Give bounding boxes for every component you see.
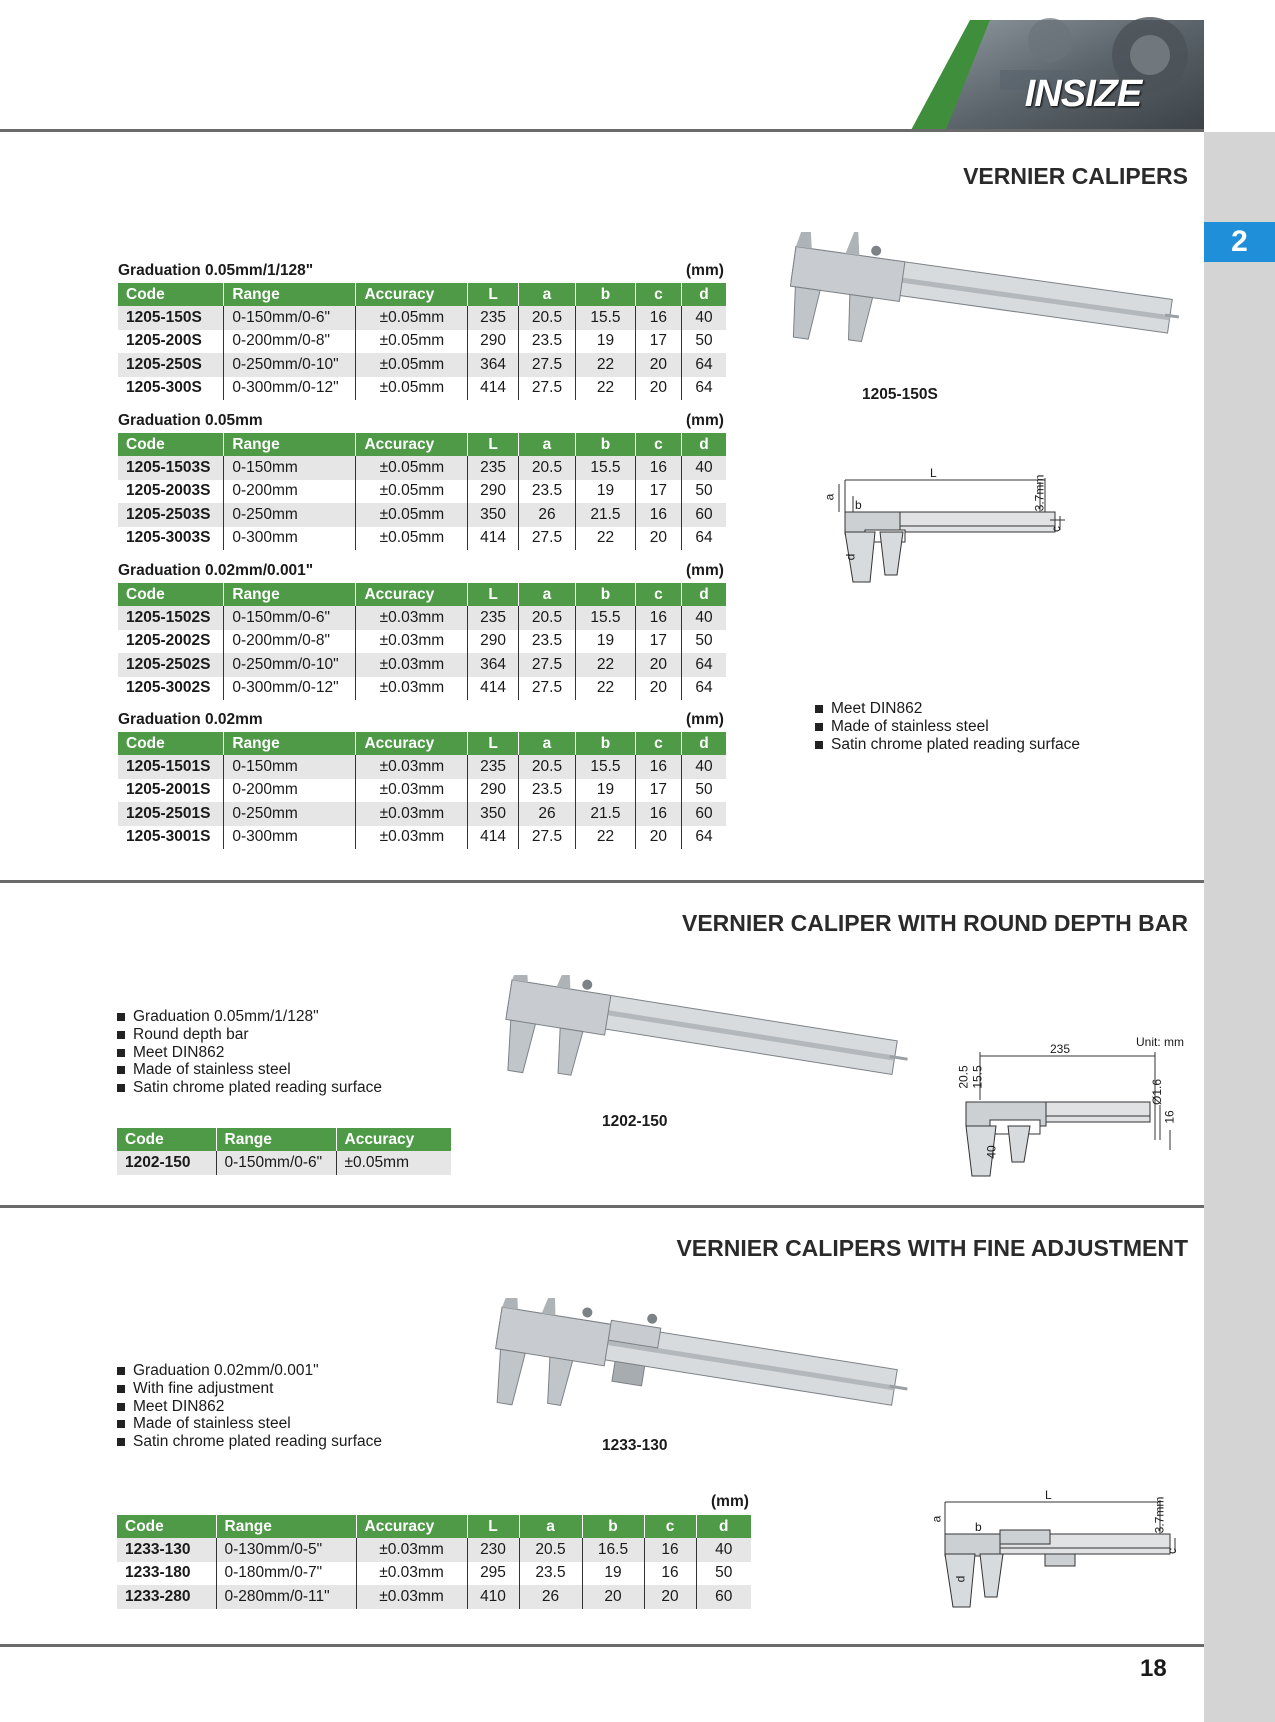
chapter-sidebar: [1204, 132, 1275, 1722]
diagram-label-length: 235: [1050, 1042, 1071, 1056]
column-header: Accuracy: [356, 433, 468, 456]
diagram-label-l: L: [930, 466, 937, 480]
table-cell: ±0.03mm: [356, 826, 468, 850]
feature-list-round-depth-bar: [117, 1008, 382, 1097]
column-header: c: [635, 283, 681, 306]
table-cell: 1205-150S: [118, 306, 224, 330]
table-row: [118, 802, 726, 826]
column-header: b: [576, 283, 635, 306]
column-header: a: [518, 732, 575, 755]
spec-table-fine-adjustment: [117, 1515, 751, 1609]
table-cell: 22: [576, 677, 635, 701]
table-cell: 50: [696, 1562, 751, 1586]
table-cell: 23.5: [518, 480, 575, 504]
table-cell: 0-250mm/0-10": [224, 353, 356, 377]
table-cell: 1205-200S: [118, 330, 224, 354]
feature-item: Meet DIN862: [117, 1398, 382, 1416]
diagram-label-c: 16: [1162, 1110, 1177, 1124]
table-cell: 64: [682, 653, 726, 677]
table-cell: ±0.03mm: [356, 755, 468, 779]
table-cell: 60: [682, 503, 726, 527]
table-cell: 21.5: [576, 802, 635, 826]
spec-table: [118, 583, 726, 700]
section-divider: [0, 880, 1204, 883]
feature-item: Round depth bar: [117, 1026, 382, 1044]
chapter-tab: 2: [1204, 222, 1275, 262]
diagram-label-l: L: [1045, 1488, 1052, 1502]
table-cell: 19: [576, 330, 635, 354]
table-cell: 64: [682, 353, 726, 377]
table-cell: 1205-2002S: [118, 630, 224, 654]
diagram-unit: Unit: mm: [1136, 1035, 1184, 1049]
table-cell: 20: [635, 677, 681, 701]
table-cell: 235: [468, 456, 518, 480]
table-cell: 1233-130: [117, 1538, 216, 1562]
column-header: d: [682, 433, 726, 456]
table-cell: 15.5: [576, 606, 635, 630]
diagram-label-a: 20.5: [956, 1065, 971, 1089]
table-cell: 15.5: [576, 755, 635, 779]
table-cell: 26: [519, 1585, 582, 1609]
table-cell: 26: [518, 503, 575, 527]
column-header: b: [576, 732, 635, 755]
table-cell: 19: [576, 480, 635, 504]
column-header: Accuracy: [356, 732, 468, 755]
table-cell: 17: [635, 779, 681, 803]
column-header: Code: [117, 1515, 216, 1538]
column-header: d: [682, 583, 726, 606]
table-cell: ±0.03mm: [356, 1585, 467, 1609]
table-cell: 0-200mm/0-8": [224, 330, 356, 354]
table-cell: 16: [635, 306, 681, 330]
feature-list-fine-adjustment: [117, 1362, 382, 1451]
table-cell: 1205-1502S: [118, 606, 224, 630]
table-cell: 235: [468, 606, 518, 630]
table-cell: 290: [468, 480, 518, 504]
column-header: Code: [118, 433, 224, 456]
table-cell: 16: [635, 802, 681, 826]
table-cell: 21.5: [576, 503, 635, 527]
table-cell: 40: [682, 755, 726, 779]
table-cell: 16: [635, 503, 681, 527]
table-cell: 20: [635, 377, 681, 401]
table-cell: 0-180mm/0-7": [216, 1562, 356, 1586]
table-cell: 0-150mm: [224, 755, 356, 779]
table-cell: 20.5: [518, 306, 575, 330]
table-cell: 27.5: [518, 353, 575, 377]
table-cell: 0-150mm/0-6": [224, 306, 356, 330]
table-cell: 410: [467, 1585, 519, 1609]
table-cell: 364: [468, 353, 518, 377]
column-header: Code: [118, 283, 224, 306]
diagram-label-c: c: [1165, 1548, 1179, 1554]
table-cell: 20: [635, 353, 681, 377]
header-rule: [0, 129, 1204, 132]
table-cell: 0-200mm: [224, 779, 356, 803]
table-cell: 0-150mm/0-6": [216, 1151, 336, 1175]
section-title-vernier-calipers: VERNIER CALIPERS: [963, 163, 1188, 189]
feature-item: Meet DIN862: [815, 700, 1080, 718]
column-header: a: [518, 583, 575, 606]
table-cell: 290: [468, 779, 518, 803]
table-cell: ±0.03mm: [356, 779, 468, 803]
diagram-label-b: 15.5: [970, 1065, 985, 1089]
unit-label: (mm): [686, 262, 724, 279]
table-cell: 20.5: [519, 1538, 582, 1562]
table-row: [118, 330, 726, 354]
table-cell: 0-300mm: [224, 527, 356, 551]
caliper-photo-1233-130: [480, 1298, 910, 1438]
caliper-photo-1205-150s: [770, 232, 1180, 372]
table-cell: 17: [635, 330, 681, 354]
table-cell: 50: [682, 630, 726, 654]
table-cell: 0-150mm/0-6": [224, 606, 356, 630]
unit-label: (mm): [686, 711, 724, 728]
diagram-label-depth: 3.7mm: [1152, 1496, 1167, 1534]
feature-item: Made of stainless steel: [117, 1061, 382, 1079]
diagram-label-b: b: [855, 498, 862, 512]
table-cell: ±0.03mm: [356, 677, 468, 701]
table-cell: 16: [644, 1562, 696, 1586]
unit-label: (mm): [686, 412, 724, 429]
diagram-label-depth: 3.7mm: [1032, 474, 1047, 512]
column-header: L: [468, 732, 518, 755]
table-cell: 23.5: [518, 779, 575, 803]
column-header: Range: [216, 1128, 336, 1151]
table-cell: ±0.05mm: [356, 503, 468, 527]
table-cell: 1233-180: [117, 1562, 216, 1586]
column-header: c: [635, 433, 681, 456]
table-cell: 23.5: [518, 330, 575, 354]
diagram-label-d: d: [953, 1575, 968, 1583]
page-number: 18: [1140, 1655, 1167, 1682]
table-cell: ±0.05mm: [356, 377, 468, 401]
table-row: [117, 1538, 751, 1562]
column-header: d: [682, 732, 726, 755]
diagram-label-b: b: [975, 1520, 982, 1534]
table-cell: ±0.05mm: [356, 527, 468, 551]
table-cell: 16: [644, 1538, 696, 1562]
table-cell: 1202-150: [117, 1151, 216, 1175]
table-cell: ±0.03mm: [356, 653, 468, 677]
table-cell: 1205-2501S: [118, 802, 224, 826]
table-cell: 1205-3001S: [118, 826, 224, 850]
table-cell: 1205-300S: [118, 377, 224, 401]
table-cell: ±0.05mm: [356, 330, 468, 354]
column-header: c: [635, 583, 681, 606]
table-cell: 50: [682, 480, 726, 504]
diagram-label-d: d: [843, 553, 858, 561]
caliper-dimension-diagram-1: [822, 466, 1065, 590]
table-cell: ±0.05mm: [356, 456, 468, 480]
column-header: a: [518, 283, 575, 306]
column-header: Range: [216, 1515, 356, 1538]
graduation-label: Graduation 0.02mm/0.001": [118, 562, 314, 579]
section-divider: [0, 1205, 1204, 1208]
table-cell: 23.5: [519, 1562, 582, 1586]
table-row: [117, 1151, 451, 1175]
table-cell: 15.5: [576, 306, 635, 330]
table-row: [118, 306, 726, 330]
table-cell: 16.5: [582, 1538, 644, 1562]
table-cell: ±0.03mm: [356, 1538, 467, 1562]
diagram-label-a: a: [822, 493, 837, 501]
spec-table: [118, 433, 726, 550]
column-header: Range: [224, 732, 356, 755]
column-header: L: [467, 1515, 519, 1538]
caliper-photo-1202-150: [490, 975, 910, 1105]
table-cell: 350: [468, 503, 518, 527]
table-cell: 1205-3002S: [118, 677, 224, 701]
table-cell: 27.5: [518, 826, 575, 850]
column-header: Accuracy: [356, 283, 468, 306]
table-row: [118, 527, 726, 551]
table-cell: ±0.03mm: [356, 630, 468, 654]
column-header: Range: [224, 433, 356, 456]
table-cell: 414: [468, 527, 518, 551]
table-row: [117, 1585, 751, 1609]
table-cell: 1205-1501S: [118, 755, 224, 779]
photo-caption-1233-130: 1233-130: [602, 1437, 668, 1454]
table-cell: ±0.03mm: [356, 1562, 467, 1586]
table-cell: 22: [576, 353, 635, 377]
column-header: L: [468, 433, 518, 456]
section-title-round-depth-bar: VERNIER CALIPER WITH ROUND DEPTH BAR: [681, 910, 1188, 936]
column-header: a: [518, 433, 575, 456]
table-cell: ±0.05mm: [356, 480, 468, 504]
table-cell: 17: [635, 630, 681, 654]
table-cell: 414: [468, 826, 518, 850]
table-cell: 1205-2503S: [118, 503, 224, 527]
table-cell: 350: [468, 802, 518, 826]
feature-item: Satin chrome plated reading surface: [117, 1079, 382, 1097]
feature-item: Meet DIN862: [117, 1044, 382, 1062]
table-cell: 64: [682, 677, 726, 701]
table-cell: ±0.05mm: [356, 353, 468, 377]
table-row: [118, 503, 726, 527]
table-cell: 23.5: [518, 630, 575, 654]
column-header: b: [576, 433, 635, 456]
photo-caption-1202-150: 1202-150: [602, 1113, 668, 1130]
footer-rule: [0, 1644, 1204, 1647]
table-cell: 40: [682, 456, 726, 480]
table-cell: 0-300mm: [224, 826, 356, 850]
table-cell: 20.5: [518, 606, 575, 630]
table-cell: 60: [696, 1585, 751, 1609]
table-cell: 295: [467, 1562, 519, 1586]
diagram-label-rod: Ø1.6: [1150, 1078, 1165, 1106]
diagram-label-a: a: [929, 1515, 944, 1523]
table-cell: 16: [635, 606, 681, 630]
table-cell: 235: [468, 755, 518, 779]
graduation-label: Graduation 0.05mm: [118, 412, 263, 429]
table-row: [118, 630, 726, 654]
table-row: [118, 480, 726, 504]
diagram-label-c: c: [1049, 526, 1063, 532]
table-cell: 290: [468, 330, 518, 354]
table-cell: 20.5: [518, 456, 575, 480]
table-cell: 50: [682, 330, 726, 354]
table-row: [118, 677, 726, 701]
table-cell: 0-200mm/0-8": [224, 630, 356, 654]
spec-table: [118, 732, 726, 849]
table-cell: 20: [635, 826, 681, 850]
table-cell: 19: [576, 630, 635, 654]
column-header: d: [696, 1515, 751, 1538]
table-cell: 26: [518, 802, 575, 826]
table-cell: 230: [467, 1538, 519, 1562]
column-header: Accuracy: [356, 1515, 467, 1538]
table-cell: 40: [682, 306, 726, 330]
table-row: [118, 755, 726, 779]
table-cell: 0-150mm: [224, 456, 356, 480]
spec-table: [118, 283, 726, 400]
table-cell: 64: [682, 826, 726, 850]
table-cell: 0-200mm: [224, 480, 356, 504]
table-cell: 290: [468, 630, 518, 654]
table-cell: ±0.05mm: [356, 306, 468, 330]
table-cell: 1205-250S: [118, 353, 224, 377]
column-header: L: [468, 583, 518, 606]
table-cell: 1205-2003S: [118, 480, 224, 504]
table-cell: 1205-1503S: [118, 456, 224, 480]
table-cell: 27.5: [518, 653, 575, 677]
table-row: [117, 1562, 751, 1586]
table-cell: 60: [682, 802, 726, 826]
table-cell: ±0.03mm: [356, 802, 468, 826]
caliper-dimension-diagram-2: [956, 1030, 1190, 1180]
column-header: d: [682, 283, 726, 306]
table-cell: 0-250mm: [224, 802, 356, 826]
table-cell: ±0.05mm: [336, 1151, 451, 1175]
table-cell: 27.5: [518, 677, 575, 701]
table-cell: 0-250mm: [224, 503, 356, 527]
table-cell: 0-250mm/0-10": [224, 653, 356, 677]
photo-caption-1205-150s: 1205-150S: [862, 386, 938, 403]
table-cell: 1205-2001S: [118, 779, 224, 803]
spec-table-round-depth-bar: [117, 1128, 451, 1175]
column-header: Code: [117, 1128, 216, 1151]
feature-item: Satin chrome plated reading surface: [117, 1433, 382, 1451]
feature-item: Graduation 0.05mm/1/128": [117, 1008, 382, 1026]
feature-item: Made of stainless steel: [117, 1415, 382, 1433]
table-cell: 20: [635, 527, 681, 551]
table-cell: 1205-2502S: [118, 653, 224, 677]
table-cell: 0-130mm/0-5": [216, 1538, 356, 1562]
table-cell: 16: [635, 456, 681, 480]
graduation-label: Graduation 0.02mm: [118, 711, 263, 728]
brand-logo: INSIZE: [1024, 73, 1142, 115]
table-row: [118, 377, 726, 401]
table-cell: ±0.03mm: [356, 606, 468, 630]
table-cell: 15.5: [576, 456, 635, 480]
column-header: Accuracy: [336, 1128, 451, 1151]
caliper-dimension-diagram-3: [929, 1488, 1190, 1612]
column-header: a: [519, 1515, 582, 1538]
table-cell: 27.5: [518, 527, 575, 551]
table-cell: 1205-3003S: [118, 527, 224, 551]
table-cell: 0-300mm/0-12": [224, 677, 356, 701]
table-cell: 0-300mm/0-12": [224, 377, 356, 401]
column-header: c: [635, 732, 681, 755]
unit-label: (mm): [711, 1493, 749, 1510]
column-header: L: [468, 283, 518, 306]
table-cell: 414: [468, 377, 518, 401]
column-header: Range: [224, 283, 356, 306]
section-title-fine-adjustment: VERNIER CALIPERS WITH FINE ADJUSTMENT: [676, 1235, 1188, 1261]
table-cell: 20: [644, 1585, 696, 1609]
table-cell: 0-280mm/0-11": [216, 1585, 356, 1609]
table-cell: 16: [635, 755, 681, 779]
column-header: Code: [118, 732, 224, 755]
column-header: Range: [224, 583, 356, 606]
table-cell: 17: [635, 480, 681, 504]
table-cell: 414: [468, 677, 518, 701]
table-row: [118, 826, 726, 850]
table-cell: 22: [576, 527, 635, 551]
table-cell: 20.5: [518, 755, 575, 779]
feature-list-vernier-calipers: [815, 700, 1080, 753]
table-cell: 22: [576, 377, 635, 401]
table-cell: 40: [682, 606, 726, 630]
table-cell: 364: [468, 653, 518, 677]
table-cell: 64: [682, 527, 726, 551]
diagram-label-d: 40: [984, 1145, 999, 1159]
brand-banner: [850, 0, 1204, 132]
table-row: [118, 353, 726, 377]
feature-item: Satin chrome plated reading surface: [815, 736, 1080, 754]
table-row: [118, 779, 726, 803]
table-cell: 20: [635, 653, 681, 677]
table-cell: 1233-280: [117, 1585, 216, 1609]
column-header: Accuracy: [356, 583, 468, 606]
table-cell: 19: [576, 779, 635, 803]
column-header: b: [582, 1515, 644, 1538]
table-row: [118, 606, 726, 630]
feature-item: With fine adjustment: [117, 1380, 382, 1398]
table-cell: 22: [576, 826, 635, 850]
table-cell: 27.5: [518, 377, 575, 401]
table-row: [118, 456, 726, 480]
table-row: [118, 653, 726, 677]
table-cell: 40: [696, 1538, 751, 1562]
column-header: b: [576, 583, 635, 606]
column-header: Code: [118, 583, 224, 606]
feature-item: Made of stainless steel: [815, 718, 1080, 736]
table-cell: 50: [682, 779, 726, 803]
table-cell: 235: [468, 306, 518, 330]
table-cell: 64: [682, 377, 726, 401]
table-cell: 19: [582, 1562, 644, 1586]
feature-item: Graduation 0.02mm/0.001": [117, 1362, 382, 1380]
unit-label: (mm): [686, 562, 724, 579]
column-header: c: [644, 1515, 696, 1538]
graduation-label: Graduation 0.05mm/1/128": [118, 262, 314, 279]
table-cell: 22: [576, 653, 635, 677]
table-cell: 20: [582, 1585, 644, 1609]
